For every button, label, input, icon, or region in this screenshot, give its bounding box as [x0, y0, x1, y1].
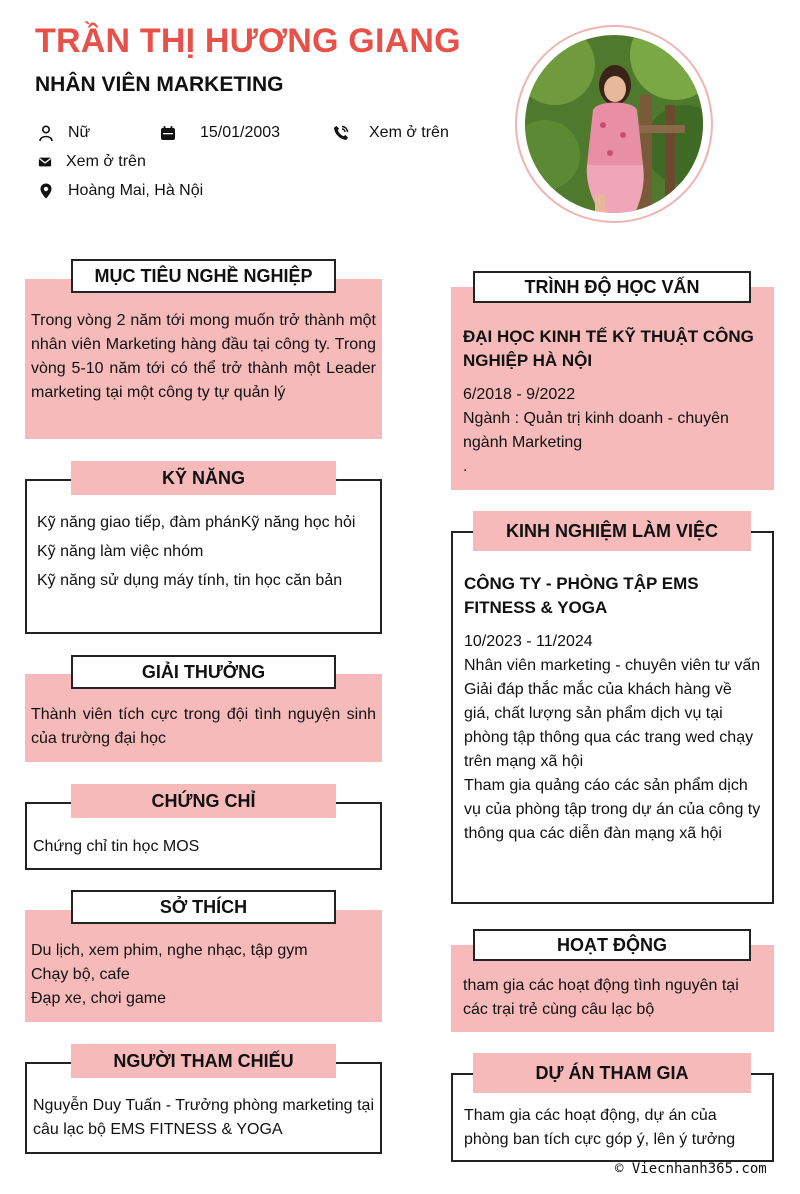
awards-text: Thành viên tích cực trong đội tình nguyện sinh của trường đại học — [31, 706, 376, 747]
calendar-icon — [160, 125, 176, 141]
hobbies-section — [25, 910, 382, 1022]
activities-text: tham gia các hoạt động tình nguyên tại các trại trẻ cùng câu lạc bộ — [463, 977, 739, 1018]
avatar — [525, 35, 703, 213]
awards-title: GIẢI THƯỞNG — [71, 655, 336, 689]
certificates-text: Chứng chỉ tin học MOS — [33, 838, 200, 855]
address-info — [38, 182, 203, 200]
email-info — [38, 153, 146, 171]
education-section — [451, 287, 774, 490]
phone-value: Xem ở trên — [369, 124, 449, 141]
job-title: NHÂN VIÊN MARKETING — [35, 73, 284, 96]
education-title: TRÌNH ĐỘ HỌC VẤN — [473, 271, 751, 303]
education-school: ĐẠI HỌC KINH TẾ KỸ THUẬT CÔNG NGHIỆP HÀ NỘI — [463, 327, 754, 370]
education-period: 6/2018 - 9/2022 — [463, 386, 576, 403]
experience-section — [451, 531, 774, 904]
projects-text: Tham gia các hoạt động, dự án của phòng ban tích cực góp ý, lên ý tưởng — [464, 1107, 736, 1148]
hobby-item: Đạp xe, chơi game — [31, 990, 166, 1007]
hobby-item: Du lịch, xem phim, nghe nhạc, tập gym — [31, 942, 308, 959]
skill-item: Kỹ năng giao tiếp, đàm phánKỹ năng học hỏi — [37, 514, 356, 531]
experience-line: Tham gia quảng cáo các sản phẩm dịch vụ của phòng tập trong dự án của công ty thông qua các diễn đàn mạng xã hội — [464, 777, 761, 842]
birthday-info — [160, 124, 280, 142]
envelope-icon — [38, 155, 52, 169]
hobby-item: Chạy bộ, cafe — [31, 966, 130, 983]
education-major: Ngành : Quản trị kinh doanh - chuyên ngành Marketing — [463, 410, 729, 451]
experience-title: KINH NGHIỆM LÀM VIỆC — [473, 511, 751, 551]
gender-value: Nữ — [68, 124, 91, 141]
skills-section — [25, 479, 382, 634]
gender-info — [38, 124, 90, 142]
references-text: Nguyễn Duy Tuấn - Trưởng phòng marketing tại câu lạc bộ EMS FITNESS & YOGA — [33, 1097, 374, 1138]
objective-title: MỤC TIÊU NGHỀ NGHIỆP — [71, 259, 336, 293]
experience-line: Nhân viên marketing - chuyên viên tư vấn — [464, 657, 761, 674]
objective-text: Trong vòng 2 năm tới mong muốn trở thành một nhân viên Marketing hàng đầu tại công ty. Trong vòng 5-10 năm tới có thể trở thành một Leader marketing tại một công ty tự quản lý — [31, 312, 376, 401]
education-extra: . — [463, 458, 468, 475]
experience-line: Giải đáp thắc mắc của khách hàng về giá, chất lượng sản phẩm dịch vụ tại phòng tập thông qua các trang wed chạy trên mạng xã hội — [464, 681, 754, 770]
experience-period: 10/2023 - 11/2024 — [464, 633, 593, 650]
references-title: NGƯỜI THAM CHIẾU — [71, 1044, 336, 1078]
birthday-value: 15/01/2003 — [200, 124, 281, 141]
skill-item: Kỹ năng làm việc nhóm — [37, 543, 204, 560]
objective-section — [25, 279, 382, 439]
person-icon — [38, 125, 54, 141]
footer-copyright[interactable]: © Viecnhanh365.com — [615, 1161, 767, 1177]
skills-title: KỸ NĂNG — [71, 461, 336, 495]
experience-company: CÔNG TY - PHÒNG TẬP EMS FITNESS & YOGA — [464, 574, 699, 617]
candidate-name: TRẦN THỊ HƯƠNG GIANG — [35, 22, 461, 60]
phone-info — [333, 124, 449, 142]
location-pin-icon — [38, 183, 54, 199]
phone-icon — [333, 125, 349, 141]
hobbies-title: SỞ THÍCH — [71, 890, 336, 924]
activities-title: HOẠT ĐỘNG — [473, 929, 751, 961]
skill-item: Kỹ năng sử dụng máy tính, tin học căn bản — [37, 572, 343, 589]
address-value: Hoàng Mai, Hà Nội — [68, 182, 204, 199]
projects-title: DỰ ÁN THAM GIA — [473, 1053, 751, 1093]
email-value: Xem ở trên — [66, 153, 146, 170]
certificates-title: CHỨNG CHỈ — [71, 784, 336, 818]
